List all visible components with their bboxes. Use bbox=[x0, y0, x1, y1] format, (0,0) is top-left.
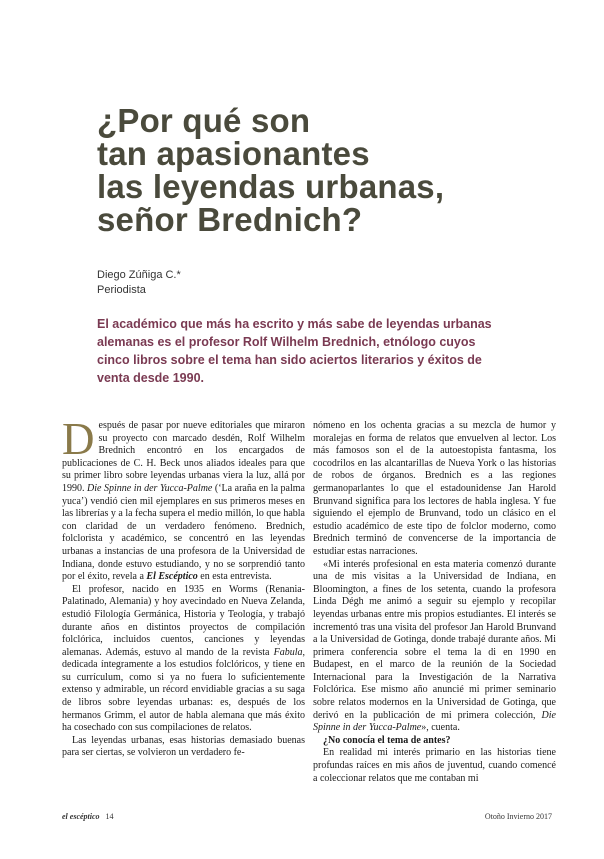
author-role: Periodista bbox=[97, 284, 146, 296]
magazine-name: El Escéptico bbox=[146, 571, 198, 583]
title-line: tan apasionantes bbox=[97, 135, 370, 172]
lead-line: alemanas es el profesor Rolf Wilhelm Brednich, etnólogo cuyos bbox=[97, 335, 476, 349]
footer-magazine: el escéptico bbox=[62, 812, 100, 821]
body-paragraph: Las leyendas urbanas, esas historias demasiado buenas para ser ciertas, se volvieron un verdadero fe- bbox=[62, 734, 305, 759]
lead-line: El académico que más ha escrito y más sabe de leyendas urbanas bbox=[97, 317, 492, 331]
page-number: 14 bbox=[105, 812, 114, 821]
footer-folio bbox=[62, 812, 114, 821]
book-title: Die Spinne in der Yucca-Palme bbox=[87, 482, 213, 494]
body-paragraph: nómeno en los ochenta gracias a su mezcla de humor y moralejas en forma de relatos que envuelven al lector. Los más famosos son el de la autoestopista fantasma, los cocodrilos en las alcantarillas de Nueva York o las historias de robos de órganos. Brednich es a las regiones germanoparlantes lo que el estadounidense Jan Harold Brunvand significa para los lectores de habla inglesa. Y fue siguiendo el ejemplo de Brunvand, todo un clásico en el estudio académico de este tipo de folclor moderno, como Brednich terminó de convencerse de la importancia de estudiar estas narraciones. bbox=[313, 420, 556, 557]
body-paragraph: El profesor, nacido en 1935 en Worms (Renania-Palatinado, Alemania) y hoy avecindado en Nueva Zelanda, estudió Filología Germánica, Historia y Teología, y trabajó durante años en distintos proyectos de compilación folclórica, incluidos cuentos, canciones y leyendas alemanas. Además, estuvo al mando de la revista Fabula, dedicada íntegramente a los estudios folclóricos, y tiene en su currículum, como si ya no fuera lo suficientemente extenso y admirable, un récord envidiable gracias a su saga de libros sobre leyendas urbanas: es, después de los hermanos Grimm, el autor de habla alemana que más éxito ha cosechado con sus compilaciones de relatos. bbox=[62, 583, 305, 734]
author-block bbox=[97, 268, 181, 298]
title-line: señor Brednich? bbox=[97, 201, 363, 238]
lead-paragraph bbox=[97, 315, 527, 387]
body-column-left bbox=[62, 414, 305, 760]
journal-title: Fabula bbox=[273, 646, 303, 658]
body-paragraph: En realidad mi interés primario en las historias tiene profundas raíces en mis años de juventud, cuando comencé a coleccionar relatos que me contaban mi bbox=[313, 747, 556, 784]
lead-line: cinco libros sobre el tema han sido aciertos literarios y éxitos de bbox=[97, 353, 482, 367]
drop-cap: D bbox=[62, 414, 95, 464]
body-paragraph: Después de pasar por nueve editoriales que miraron su proyecto con marcado desdén, Rolf Wilhelm Brednich encontró en los encargados de publicaciones de C. H. Beck unos aliados ideales para que su primer libro sobre leyendas urbanas viera la luz, allá por 1990. Die Spinne in der Yucca-Palme (‘La araña en la palma yuca’) vendió cien mil ejemplares en sus primeros meses en las librerías y a la fecha supera el medio millón, lo que habla con claridad de un verdadero fenómeno. Brednich, folclorista y académico, se concentró en las leyendas urbanas a instancias de una profesora de la Universidad de Indiana, donde estuvo estudiando, y no se sorprendió tanto por el éxito, revela a El Escéptico en esta entrevista. bbox=[62, 414, 305, 583]
interview-question: ¿No conocía el tema de antes? bbox=[323, 734, 451, 746]
author-name: Diego Zúñiga C.* bbox=[97, 269, 181, 281]
book-title: Die Spinne in der Yucca-Palme bbox=[313, 709, 556, 734]
body-column-right bbox=[313, 420, 556, 785]
body-paragraph: «Mi interés profesional en esta materia comenzó durante una de mis visitas a la Universidad de Indiana, en Bloomington, a fines de los setenta, cuando la profesora Linda Dégh me animó a seguir su ejemplo y recopilar leyendas urbanas entre mis propios estudiantes. El interés se incrementó tras una visita del profesor Jan Harold Brunvand a la Universidad de Gotinga, donde trabajé durante años. Mi primera conferencia sobre el tema la di en 1990 en Budapest, en el marco de la reunión de la Sociedad Internacional para la Investigación de la Narrativa Folclórica. Ese mismo año anuncié mi primer seminario sobre relatos modernos en la Universidad de Gotinga, que derivó en la publicación de mi primera colección, Die Spinne in der Yucca-Palme», cuenta. bbox=[313, 558, 556, 734]
article-title bbox=[97, 104, 537, 236]
footer-issue: Otoño Invierno 2017 bbox=[484, 812, 552, 821]
lead-line: venta desde 1990. bbox=[97, 371, 205, 385]
title-line: las leyendas urbanas, bbox=[97, 168, 445, 205]
title-line: ¿Por qué son bbox=[97, 102, 311, 139]
